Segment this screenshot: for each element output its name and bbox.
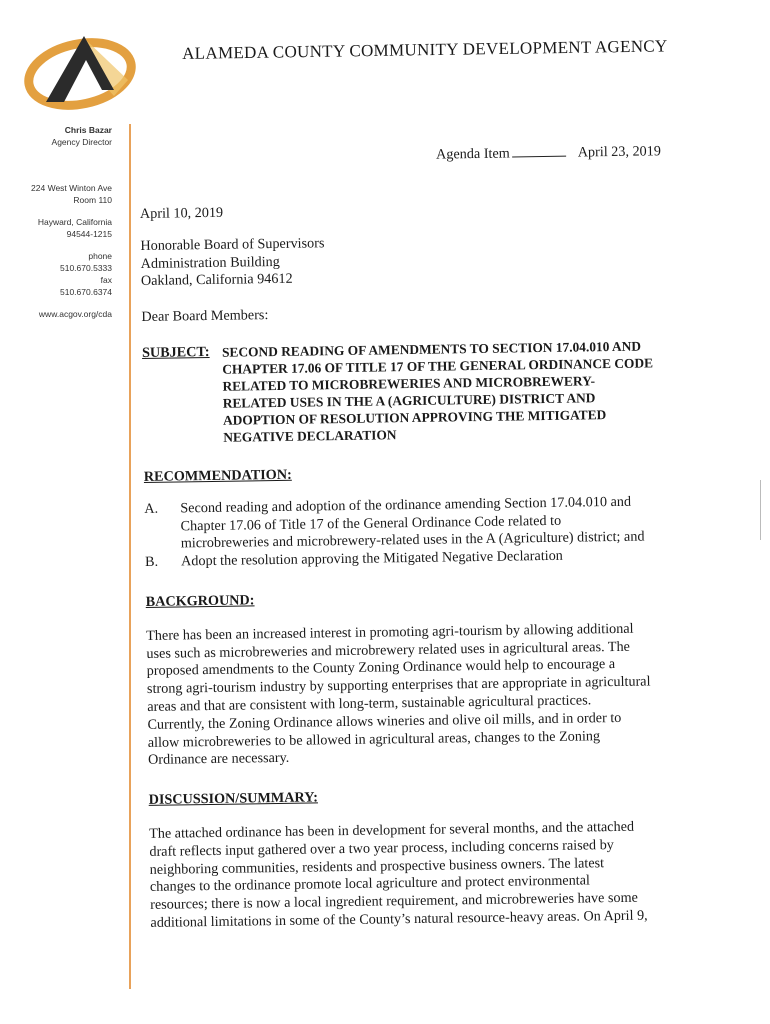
recipient-line: Administration Building	[140, 253, 280, 272]
address-line2: Room 110	[73, 195, 112, 205]
recommendation-heading: RECOMMENDATION:	[143, 466, 292, 485]
recommendation-line: Chapter 17.06 of Title 17 of the General Ordinance Code related to	[180, 512, 562, 535]
subject-label: SUBJECT:	[141, 343, 210, 361]
subject-line: ADOPTION OF RESOLUTION APPROVING THE MITIGATED	[222, 407, 607, 428]
subject-text	[222, 337, 654, 445]
paragraph-line: allow microbreweries to be allowed in agricultural areas, changes to the Zoning	[147, 727, 601, 751]
paragraph-line: Ordinance are necessary.	[147, 750, 290, 769]
discussion-paragraph	[149, 818, 711, 933]
paragraph-line: proposed amendments to the County Zoning Ordinance would help to encourage a	[146, 656, 616, 680]
subject-line: CHAPTER 17.06 OF TITLE 17 OF THE GENERAL ORDINANCE CODE	[222, 355, 654, 377]
paragraph-line: The attached ordinance has been in development for several months, and the attached	[149, 818, 635, 842]
background-heading: BACKGROUND:	[145, 592, 255, 610]
agenda-item-label: Agenda Item	[435, 145, 510, 163]
letterhead-sidebar	[14, 124, 112, 320]
paragraph-line: Currently, the Zoning Ordinance allows wineries and olive oil mills, and in order to	[147, 709, 622, 733]
recommendation-line: Adopt the resolution approving the Mitigated Negative Declaration	[180, 547, 563, 570]
subject-block	[142, 337, 703, 447]
agenda-item-blank	[512, 144, 566, 158]
discussion-heading: DISCUSSION/SUMMARY:	[148, 789, 319, 809]
recipient-line: Honorable Board of Supervisors	[140, 235, 325, 254]
letter-date: April 10, 2019	[139, 204, 224, 222]
subject-line: NEGATIVE DECLARATION	[223, 427, 397, 445]
address-zip: 94544-1215	[66, 229, 112, 239]
paragraph-line: draft reflects input gathered over a two year process, including concerns raised by	[149, 836, 614, 860]
paragraph-line: There has been an increased interest in promoting agri-tourism by allowing additional	[146, 620, 634, 644]
recipient-address	[140, 229, 701, 291]
fax-number: 510.670.6374	[60, 287, 112, 297]
subject-line: RELATED USES IN THE A (AGRICULTURE) DISTRICT AND	[222, 390, 596, 411]
paragraph-line: strong agri-tourism industry by supporting enterprises that are appropriate in agricultural	[146, 673, 651, 698]
agency-title: ALAMEDA COUNTY COMMUNITY DEVELOPMENT AGENCY	[182, 36, 668, 63]
paragraph-line: neighboring communities, residents and prospective business owners. The latest	[149, 854, 605, 878]
paragraph-line: additional limitations in some of the County’s natural resource-heavy areas. On April 9,	[150, 907, 648, 931]
director-title: Agency Director	[51, 137, 112, 147]
phone-number: 510.670.5333	[60, 263, 112, 273]
recommendation-letter: A.	[144, 500, 159, 517]
recommendation-line: Second reading and adoption of the ordinance amending Section 17.04.010 and	[180, 493, 632, 517]
fax-label: fax	[100, 275, 112, 285]
paragraph-line: areas and that are consistent with long-term, sustainable agricultural practices.	[147, 692, 592, 715]
phone-label: phone	[88, 251, 112, 261]
subject-line: SECOND READING OF AMENDMENTS TO SECTION 17.04.010 AND	[221, 338, 642, 360]
salutation: Dear Board Members:	[141, 307, 269, 326]
agency-logo	[24, 30, 142, 112]
recommendation-letter: B.	[144, 553, 159, 571]
address-city: Hayward, California	[37, 217, 112, 227]
website-link[interactable]: www.acgov.org/cda	[38, 309, 112, 319]
recommendation-text	[180, 493, 644, 553]
paragraph-line: uses such as microbreweries and microbrewery related uses in agricultural areas. The	[146, 638, 631, 662]
address-line1: 224 West Winton Ave	[31, 183, 112, 193]
director-name: Chris Bazar	[64, 125, 112, 135]
recipient-line: Oakland, California 94612	[140, 271, 293, 290]
agenda-date: April 23, 2019	[577, 143, 662, 161]
paragraph-line: changes to the ordinance promote local agriculture and protect environmental	[149, 872, 591, 896]
recommendation-list	[144, 492, 705, 571]
subject-line: RELATED TO MICROBREWERIES AND MICROBREWERY-	[222, 373, 596, 394]
letter-body	[139, 142, 711, 933]
paragraph-line: resources; there is now a local ingredient requirement, and microbreweries have some	[150, 889, 638, 914]
letterhead-divider	[129, 124, 131, 989]
agenda-line	[436, 142, 699, 164]
scan-edge-mark	[760, 480, 761, 540]
background-paragraph	[146, 619, 708, 770]
recommendation-item	[144, 492, 705, 554]
recommendation-line: microbreweries and microbrewery-related uses in the A (Agriculture) district; and	[180, 528, 645, 552]
